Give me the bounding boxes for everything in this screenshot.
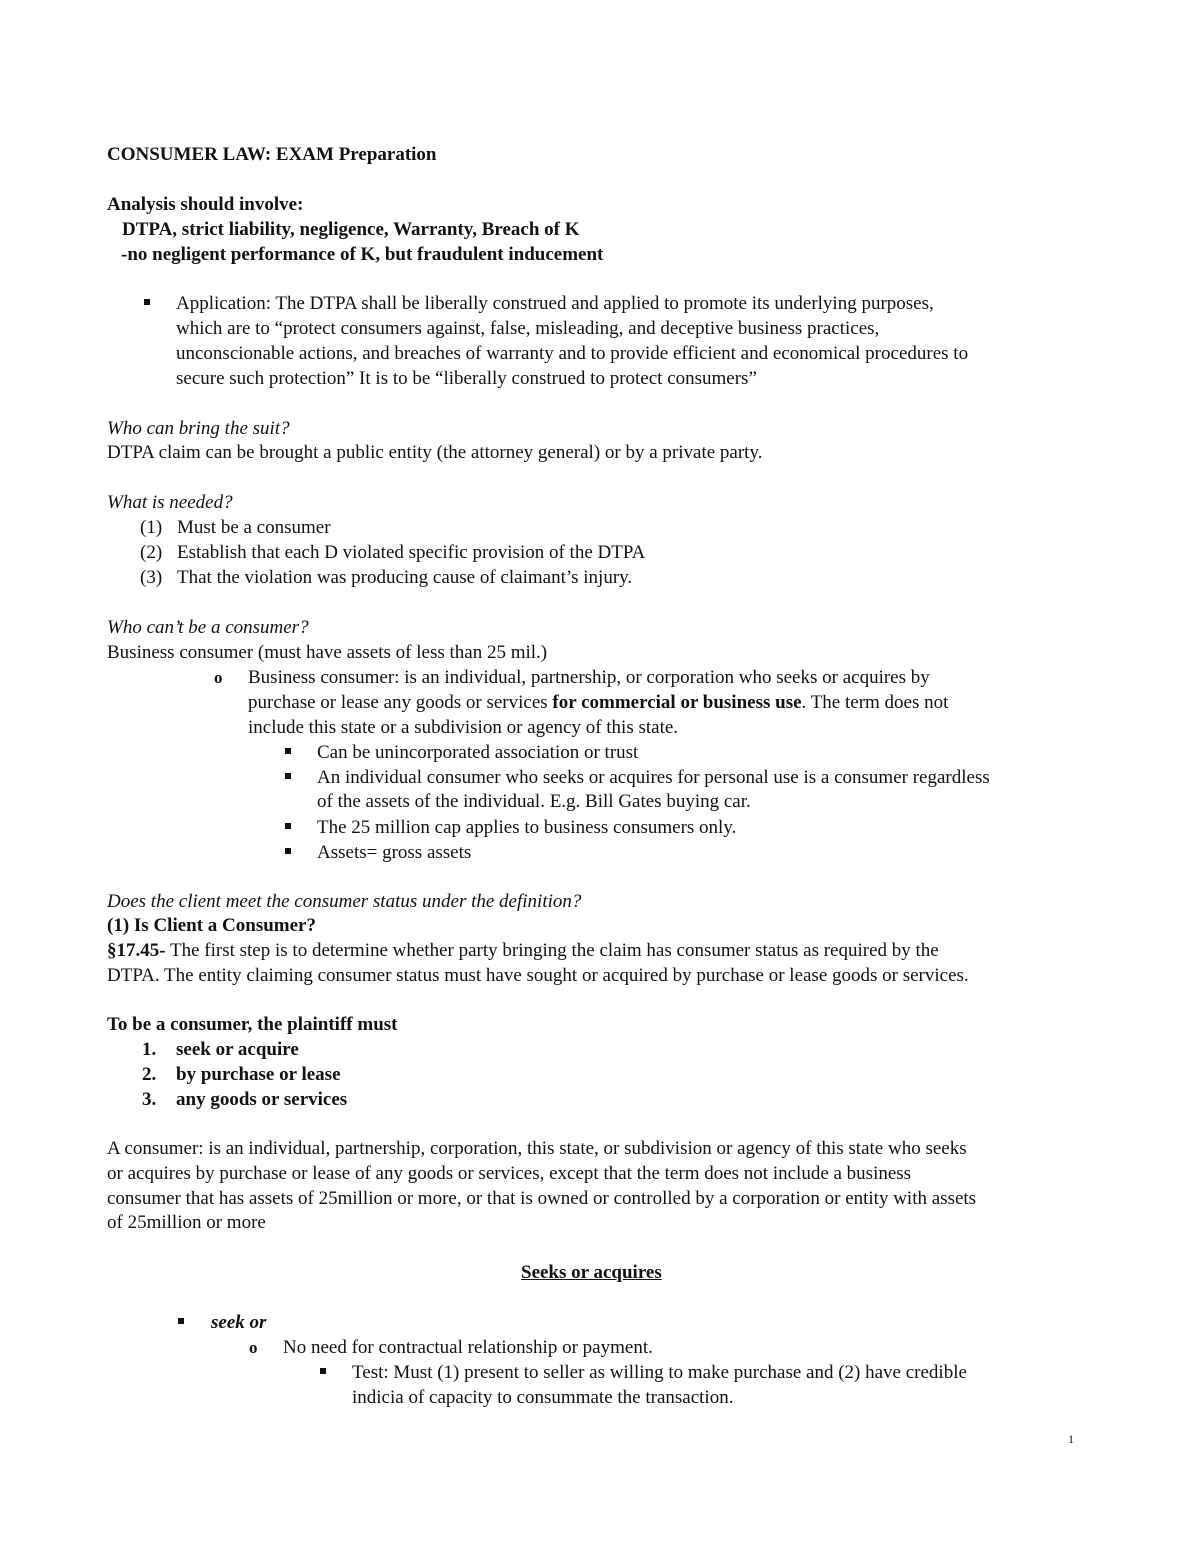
seek-or-label: seek or bbox=[211, 1312, 267, 1333]
circle-bullet-icon: o bbox=[249, 1338, 258, 1357]
document-title: CONSUMER LAW: EXAM Preparation bbox=[107, 144, 437, 165]
what-needed-question: What is needed? bbox=[107, 492, 233, 513]
square-bullet-icon bbox=[285, 823, 291, 829]
page-number: 1 bbox=[1068, 1432, 1074, 1446]
what-needed-item-3: That the violation was producing cause of claimant’s injury. bbox=[177, 567, 633, 588]
consumer-def-line-1: A consumer: is an individual, partnership, corporation, this state, or subdivision or agency of this state who seeks bbox=[107, 1138, 967, 1159]
is-client-heading: (1) Is Client a Consumer? bbox=[107, 915, 316, 936]
to-be-item-1: seek or acquire bbox=[176, 1039, 299, 1060]
test-line-2: indicia of capacity to consummate the transaction. bbox=[352, 1387, 734, 1408]
square-bullet-icon bbox=[285, 773, 291, 779]
who-cant-question: Who can’t be a consumer? bbox=[107, 617, 309, 638]
business-sub-4: Assets= gross assets bbox=[317, 842, 472, 863]
application-line-3: unconscionable actions, and breaches of warranty and to provide efficient and economical procedures to bbox=[176, 343, 969, 364]
business-sub-1: Can be unincorporated association or trust bbox=[317, 742, 639, 763]
consumer-def-line-2: or acquires by purchase or lease of any goods or services, except that the term does not include a business bbox=[107, 1163, 912, 1184]
analysis-line-2: -no negligent performance of K, but fraudulent inducement bbox=[121, 244, 604, 265]
consumer-def-line-3: consumer that has assets of 25million or more, or that is owned or controlled by a corporation or entity with assets bbox=[107, 1188, 977, 1209]
business-def-text: purchase or lease any goods or services bbox=[248, 692, 553, 713]
square-bullet-icon bbox=[320, 1368, 326, 1374]
application-line-2: which are to “protect consumers against, false, misleading, and deceptive business practices, bbox=[176, 318, 880, 339]
consumer-def-line-4: of 25million or more bbox=[107, 1212, 266, 1233]
circle-bullet-icon: o bbox=[214, 668, 223, 687]
square-bullet-icon bbox=[285, 848, 291, 854]
list-number: 2. bbox=[142, 1064, 157, 1085]
analysis-line-1: DTPA, strict liability, negligence, Warranty, Breach of K bbox=[122, 219, 580, 240]
what-needed-item-1: Must be a consumer bbox=[177, 517, 331, 538]
no-need-text: No need for contractual relationship or payment. bbox=[283, 1337, 653, 1358]
section-paragraph-line-2: DTPA. The entity claiming consumer status must have sought or acquired by purchase or lease goods or services. bbox=[107, 965, 969, 986]
list-number: (3) bbox=[140, 567, 163, 588]
test-line-1: Test: Must (1) present to seller as willing to make purchase and (2) have credible bbox=[352, 1362, 967, 1383]
list-number: (2) bbox=[140, 542, 163, 563]
application-line-4: secure such protection” It is to be “liberally construed to protect consumers” bbox=[176, 368, 757, 389]
business-def-emphasis: for commercial or business use bbox=[552, 692, 802, 713]
to-be-item-3: any goods or services bbox=[176, 1089, 348, 1110]
status-question: Does the client meet the consumer status under the definition? bbox=[107, 891, 582, 912]
section-reference: §17.45- bbox=[107, 940, 166, 961]
square-bullet-icon bbox=[285, 748, 291, 754]
business-def-line-1: Business consumer: is an individual, partnership, or corporation who seeks or acquires by bbox=[248, 667, 930, 688]
list-number: (1) bbox=[140, 517, 163, 538]
square-bullet-icon bbox=[178, 1318, 184, 1324]
business-def-line-3: include this state or a subdivision or agency of this state. bbox=[248, 717, 679, 738]
seeks-heading: Seeks or acquires bbox=[521, 1262, 662, 1283]
list-number: 1. bbox=[142, 1039, 157, 1060]
business-def-text: . The term does not bbox=[801, 692, 949, 713]
list-number: 3. bbox=[142, 1089, 157, 1110]
who-can-bring-question: Who can bring the suit? bbox=[107, 418, 290, 439]
business-def-line-2 bbox=[248, 691, 948, 715]
business-sub-3: The 25 million cap applies to business consumers only. bbox=[317, 817, 737, 838]
who-cant-answer: Business consumer (must have assets of less than 25 mil.) bbox=[107, 642, 548, 663]
section-paragraph-line-1 bbox=[107, 939, 939, 963]
business-sub-2-cont: of the assets of the individual. E.g. Bill Gates buying car. bbox=[317, 791, 751, 812]
business-sub-2: An individual consumer who seeks or acquires for personal use is a consumer regardless bbox=[317, 767, 990, 788]
what-needed-item-2: Establish that each D violated specific provision of the DTPA bbox=[177, 542, 646, 563]
section-text: The first step is to determine whether party bringing the claim has consumer status as required by the bbox=[165, 940, 939, 961]
who-can-bring-answer: DTPA claim can be brought a public entity (the attorney general) or by a private party. bbox=[107, 442, 763, 463]
to-be-item-2: by purchase or lease bbox=[176, 1064, 341, 1085]
application-line-1: Application: The DTPA shall be liberally construed and applied to promote its underlying purposes, bbox=[176, 293, 934, 314]
analysis-heading: Analysis should involve: bbox=[107, 194, 304, 215]
square-bullet-icon bbox=[144, 299, 150, 305]
to-be-heading: To be a consumer, the plaintiff must bbox=[107, 1014, 398, 1035]
